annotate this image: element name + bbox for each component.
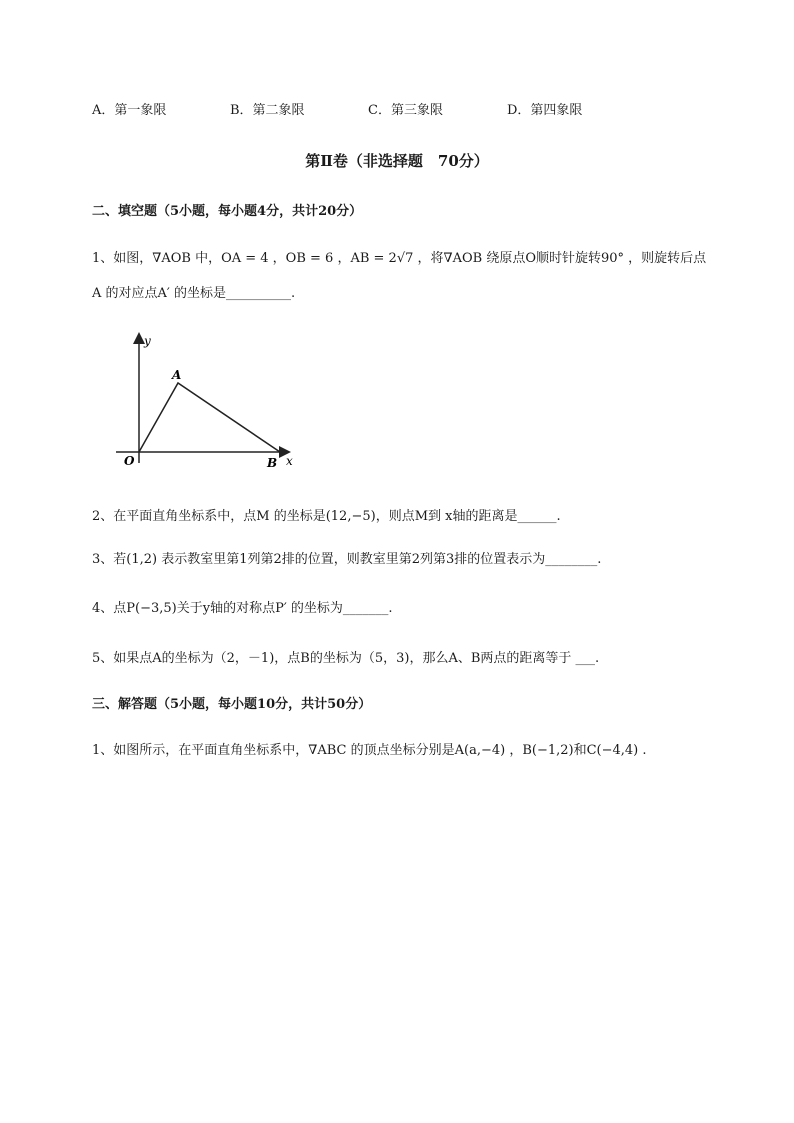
solve-question-1: 1、如图所示，在平面直角坐标系中，∇ABC 的顶点坐标分别是A(a,−4) ，B(−1,2)和C(−4,4) . bbox=[92, 743, 647, 758]
part2-title: 第Ⅱ卷（非选择题 70分） bbox=[305, 152, 489, 170]
y-axis-label: y bbox=[144, 334, 151, 348]
triangle-aob-figure bbox=[110, 325, 310, 475]
x-axis-label: x bbox=[286, 454, 293, 468]
point-b-label: B bbox=[267, 456, 278, 470]
fill-question-5: 5、如果点A的坐标为（2，－1)，点B的坐标为（5，3)，那么A、B两点的距离等于 ___. bbox=[92, 651, 600, 666]
point-a-label: A bbox=[172, 368, 182, 382]
option-d: D．第四象限 bbox=[507, 103, 583, 118]
origin-label: O bbox=[124, 454, 135, 468]
fill-question-2: 2、在平面直角坐标系中，点M 的坐标是(12,−5)，则点M到 x轴的距离是______. bbox=[92, 509, 561, 524]
fill-question-4: 4、点P(−3,5)关于y轴的对称点P′ 的坐标为_______. bbox=[92, 601, 393, 616]
triangle-aob bbox=[139, 383, 280, 452]
fill-question-1-line2: A 的对应点A′ 的坐标是__________. bbox=[92, 286, 296, 301]
fill-question-1-line1: 1、如图，∇AOB 中，OA = 4 ，OB = 6 ，AB = 2√7 ，将∇AOB 绕原点O顺时针旋转90° ，则旋转后点 bbox=[92, 251, 707, 266]
option-b: B．第二象限 bbox=[230, 103, 305, 118]
option-a: A．第一象限 bbox=[92, 103, 167, 118]
option-c: C．第三象限 bbox=[368, 103, 443, 118]
fill-question-3: 3、若(1,2) 表示教室里第1列第2排的位置，则教室里第2列第3排的位置表示为________. bbox=[92, 552, 602, 567]
section-solve-title: 三、解答题（5小题，每小题10分，共计50分） bbox=[92, 697, 372, 712]
coordinate-plane-svg bbox=[110, 325, 310, 475]
section-fill-in-title: 二、填空题（5小题，每小题4分，共计20分） bbox=[92, 204, 363, 219]
